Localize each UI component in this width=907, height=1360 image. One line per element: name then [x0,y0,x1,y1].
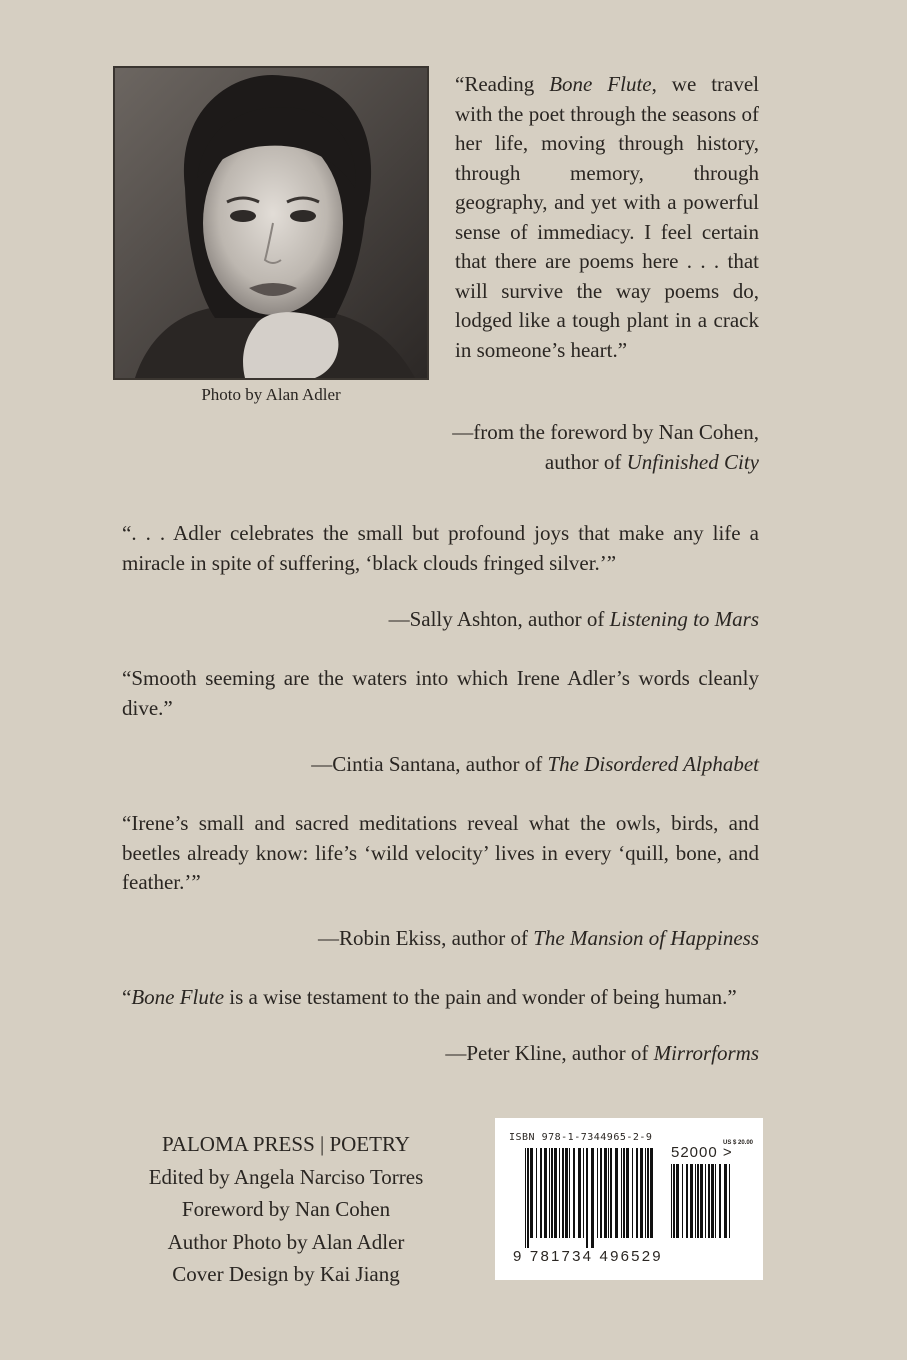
attribution-book-title: Listening to Mars [609,607,759,631]
barcode-bar [724,1164,727,1238]
barcode-bar [729,1164,730,1238]
barcode-bar [623,1148,625,1238]
isbn-number: ISBN 978-1-7344965-2-9 [509,1132,653,1143]
ean-bars [525,1148,653,1248]
barcode-bar [682,1164,683,1238]
quote-book-title: Bone Flute [131,985,225,1009]
editor-credit: Edited by Angela Narciso Torres [148,1164,424,1189]
foreword-quote [455,70,759,365]
quote-text: “ [122,985,132,1009]
attribution-line [452,448,759,478]
barcode-bar [578,1148,581,1238]
attribution-book-title: Mirrorforms [653,1041,759,1065]
barcode-bar [586,1148,588,1248]
barcode-bar [525,1148,526,1248]
barcode-bar [544,1148,547,1238]
barcode-bar [583,1148,584,1238]
barcode-bar [610,1148,612,1238]
blurb-attribution [311,750,759,780]
barcode-bar [608,1148,609,1238]
barcode-bar [640,1148,643,1238]
barcode-bar [549,1148,550,1238]
barcode-bar [530,1148,533,1238]
attribution-book-title: The Disordered Alphabet [547,752,759,776]
attribution-prefix: —Sally Ashton, author of [388,607,610,631]
attribution-book-title: Unfinished City [626,449,759,474]
photo-credit-line: Author Photo by Alan Adler [167,1229,405,1254]
barcode-bar [645,1148,646,1238]
barcode-bar [626,1148,629,1238]
barcode-bar [636,1148,638,1238]
barcode [495,1118,763,1280]
barcode-bar [673,1164,675,1238]
portrait-illustration [115,68,427,378]
barcode-bar [632,1148,633,1238]
barcode-bar [671,1164,672,1238]
publication-credits [110,1128,462,1291]
blurb-quote: “Irene’s small and sacred meditations reveal what the owls, birds, and beetles already know: life’s ‘wild velocity’ lives in every ‘quill, bone, and feather.’” [122,811,759,894]
foreword-attribution [452,418,759,477]
blurb-quote: “Smooth seeming are the waters into which Irene Adler’s words cleanly dive.” [122,666,759,720]
barcode-bar [559,1148,560,1238]
barcode-bar [573,1148,575,1238]
barcode-bar [562,1148,564,1238]
blurb-attribution [445,1039,759,1069]
barcode-bar [647,1148,649,1238]
blurb-attribution [389,605,759,635]
author-photo [113,66,429,380]
barcode-bar [551,1148,553,1238]
attribution-prefix: —Cintia Santana, author of [311,752,548,776]
barcode-bar [536,1148,537,1238]
addon-digits: 52000 [671,1144,718,1161]
attribution-prefix: —Robin Ekiss, author of [318,926,534,950]
barcode-bar [650,1148,653,1238]
barcode-bar [686,1164,688,1238]
barcode-bar [621,1148,622,1238]
publisher-line: PALOMA PRESS | POETRY [162,1132,410,1156]
barcode-bar [600,1148,602,1238]
blurb-quote [122,983,759,1013]
barcode-bar [697,1164,699,1238]
quote-book-title: Bone Flute [549,72,652,96]
design-credit: Cover Design by Kai Jiang [172,1262,400,1286]
barcode-bar [715,1164,716,1238]
ean-number: 9 781734 496529 [513,1248,663,1265]
barcode-bar [569,1148,570,1238]
addon-mark: > [722,1144,733,1161]
barcode-bar [554,1148,557,1238]
addon-bars [671,1164,733,1248]
attribution-prefix: —Peter Kline, author of [445,1041,654,1065]
quote-text: is a wise testament to the pain and wonder of being human.” [224,985,737,1009]
barcode-bar [690,1164,693,1238]
barcode-bar [711,1164,714,1238]
barcode-bar [705,1164,706,1238]
barcode-bar [700,1164,703,1238]
barcode-bar [615,1148,618,1238]
barcode-bar [604,1148,607,1238]
barcode-bar [540,1148,542,1238]
blurb-attribution [318,924,759,954]
photo-credit: Photo by Alan Adler [201,385,341,404]
price-addon [671,1144,733,1161]
barcode-bar [708,1164,710,1238]
attribution-prefix: author of [544,449,627,474]
barcode-bar [719,1164,721,1238]
foreword-credit: Foreword by Nan Cohen [181,1197,391,1221]
barcode-bar [695,1164,696,1238]
blurb-quote: “. . . Adler celebrates the small but profound joys that make any life a miracle in spite of suffering, ‘black clouds fringed silver.’” [122,521,759,575]
barcode-bar [565,1148,568,1238]
barcode-bar [597,1148,598,1238]
attribution-line: —from the foreword by Nan Cohen, [452,420,759,444]
price-label: US $ 20.00 [723,1140,754,1146]
barcode-bar [591,1148,594,1248]
attribution-book-title: The Mansion of Happiness [533,926,759,950]
quote-text: , we travel with the poet through the seasons of her life, moving through history, through memory, through geography, and yet with a powerful sense of immediacy. I feel certain that there are poems here . . . that will survive the way poems do, lodged like a tough plant in a crack in someone’s heart.” [455,72,760,362]
barcode-bar [676,1164,679,1238]
barcode-bar [527,1148,529,1248]
quote-text: “Reading [455,72,550,96]
